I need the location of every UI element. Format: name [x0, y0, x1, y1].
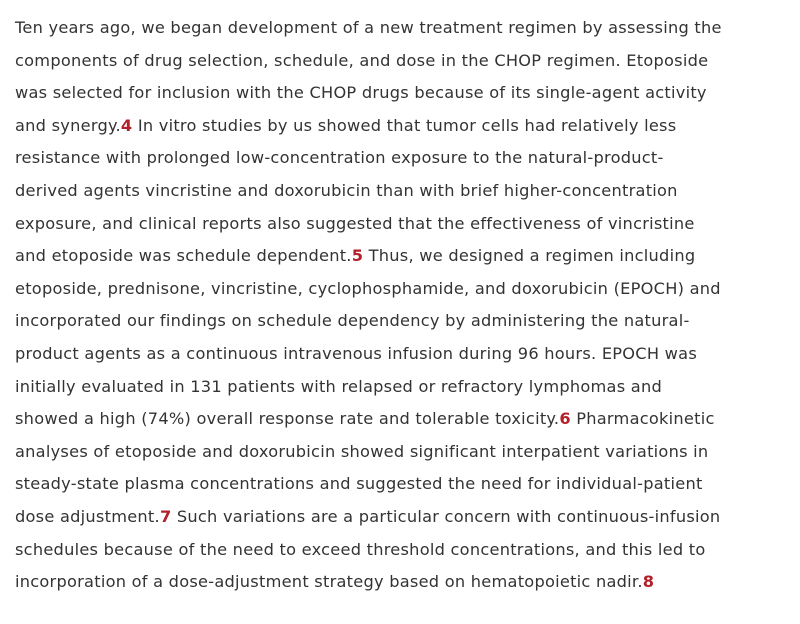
- text-line: [15, 12, 791, 45]
- text-segment: components of drug selection, schedule, and dose in the CHOP regimen. Etoposide: [15, 50, 709, 70]
- text-segment: Ten years ago, we began development of a new treatment regimen by assessing the: [15, 18, 722, 37]
- text-segment: schedules because of the need to exceed threshold concentrations, and this led to: [15, 539, 706, 559]
- text-line: [15, 371, 791, 404]
- citation-link-8[interactable]: 8: [642, 572, 655, 592]
- text-line: [15, 273, 791, 306]
- text-segment: initially evaluated in 131 patients with relapsed or refractory lymphomas and: [15, 376, 663, 396]
- citation-link-6[interactable]: 6: [559, 409, 571, 429]
- text-segment: Thus, we designed a regimen including: [363, 246, 696, 266]
- text-line: [15, 110, 791, 143]
- text-line: [15, 77, 791, 110]
- text-line: [15, 175, 791, 208]
- citation-link-4[interactable]: 4: [120, 115, 133, 135]
- text-segment: derived agents vincristine and doxorubicin than with brief higher-concentration: [15, 180, 678, 200]
- text-line: [15, 142, 791, 175]
- text-segment: exposure, and clinical reports also suggested that the effectiveness of vincristine: [15, 213, 695, 233]
- text-line: [15, 208, 791, 241]
- text-line: [15, 403, 791, 436]
- text-segment: dose adjustment.: [15, 506, 160, 526]
- text-segment: showed a high (74%) overall response rate and tolerable toxicity.: [15, 409, 560, 429]
- text-line: [15, 45, 791, 78]
- text-segment: incorporated our findings on schedule dependency by administering the natural-: [15, 311, 690, 331]
- text-segment: analyses of etoposide and doxorubicin showed significant interpatient variations in: [15, 441, 709, 461]
- text-line: [15, 566, 791, 599]
- text-segment: was selected for inclusion with the CHOP drugs because of its single-agent activity: [15, 83, 707, 103]
- text-segment: and etoposide was schedule dependent.: [15, 246, 352, 266]
- text-segment: and synergy.: [15, 115, 121, 135]
- text-segment: product agents as a continuous intravenous infusion during 96 hours. EPOCH was: [15, 343, 698, 363]
- text-segment: resistance with prolonged low-concentration exposure to the natural-product-: [15, 148, 664, 168]
- text-line: [15, 338, 791, 371]
- text-segment: incorporation of a dose-adjustment strategy based on hematopoietic nadir.: [15, 572, 643, 592]
- text-line: [15, 534, 791, 567]
- text-line: [15, 305, 791, 338]
- text-segment: In vitro studies by us showed that tumor cells had relatively less: [132, 115, 677, 135]
- citation-link-5[interactable]: 5: [351, 246, 364, 266]
- text-line: [15, 501, 791, 534]
- text-segment: Such variations are a particular concern with continuous-infusion: [171, 506, 721, 526]
- article-paragraph: [15, 12, 791, 599]
- citation-link-7[interactable]: 7: [159, 506, 172, 526]
- text-segment: steady-state plasma concentrations and suggested the need for individual-patient: [15, 474, 703, 494]
- text-line: [15, 240, 791, 273]
- text-line: [15, 436, 791, 469]
- text-segment: Pharmacokinetic: [570, 409, 715, 429]
- text-segment: etoposide, prednisone, vincristine, cyclophosphamide, and doxorubicin (EPOCH) and: [15, 278, 721, 298]
- text-line: [15, 468, 791, 501]
